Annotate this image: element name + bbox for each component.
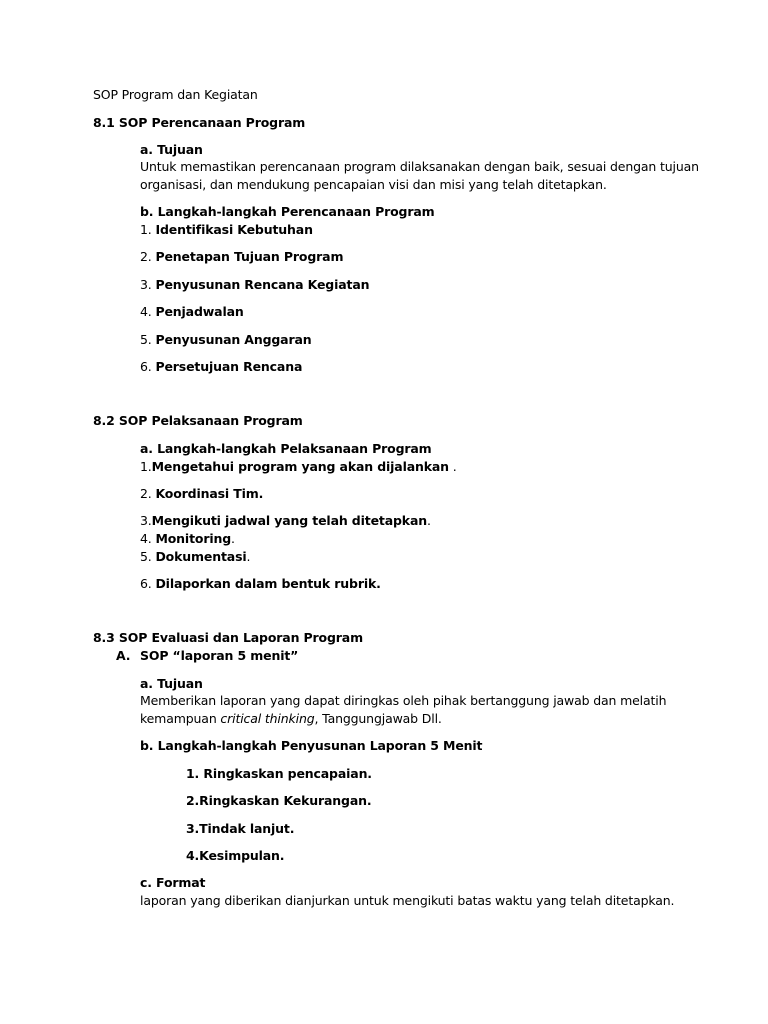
- s1-step-item: 3. Penyusunan Rencana Kegiatan: [140, 277, 370, 292]
- section-8-1-heading: 8.1 SOP Perencanaan Program: [93, 115, 306, 130]
- s2-step-item: 3.Mengikuti jadwal yang telah ditetapkan.: [140, 513, 431, 528]
- section-8-2-heading: 8.2 SOP Pelaksanaan Program: [93, 413, 303, 428]
- s1-langkah-heading: b. Langkah-langkah Perencanaan Program: [140, 204, 435, 219]
- s1-step-item: 2. Penetapan Tujuan Program: [140, 249, 344, 264]
- s1-tujuan-text-line2: organisasi, dan mendukung pencapaian visi dan misi yang telah ditetapkan.: [140, 177, 607, 192]
- s2-step-item: 4. Monitoring.: [140, 531, 235, 546]
- s3-sub-title: SOP “laporan 5 menit”: [140, 648, 299, 663]
- s3-step-item: 3.Tindak lanjut.: [186, 821, 295, 836]
- s1-step-item: 1. Identifikasi Kebutuhan: [140, 222, 313, 237]
- section-8-3-heading: 8.3 SOP Evaluasi dan Laporan Program: [93, 630, 363, 645]
- s3-step-item: 1. Ringkaskan pencapaian.: [186, 766, 372, 781]
- s1-step-item: 6. Persetujuan Rencana: [140, 359, 303, 374]
- s2-step-item: 2. Koordinasi Tim.: [140, 486, 264, 501]
- s1-tujuan-heading: a. Tujuan: [140, 142, 203, 157]
- s3-step-item: 4.Kesimpulan.: [186, 848, 285, 863]
- s3-step-item: 2.Ringkaskan Kekurangan.: [186, 793, 372, 808]
- s3-sub-marker: A.: [116, 648, 131, 663]
- s1-tujuan-text-line1: Untuk memastikan perencanaan program dilaksanakan dengan baik, sesuai dengan tujuan: [140, 159, 699, 174]
- s2-step-item: 6. Dilaporkan dalam bentuk rubrik.: [140, 576, 381, 591]
- s3-format-heading: c. Format: [140, 875, 206, 890]
- s3-tujuan-text-line1: Memberikan laporan yang dapat diringkas oleh pihak bertanggung jawab dan melatih: [140, 693, 667, 708]
- s3-format-text: laporan yang diberikan dianjurkan untuk mengikuti batas waktu yang telah ditetapkan.: [140, 893, 675, 908]
- s3-langkah-heading: b. Langkah-langkah Penyusunan Laporan 5 Menit: [140, 738, 483, 753]
- s1-step-item: 5. Penyusunan Anggaran: [140, 332, 312, 347]
- s3-tujuan-heading: a. Tujuan: [140, 676, 203, 691]
- s2-langkah-heading: a. Langkah-langkah Pelaksanaan Program: [140, 441, 432, 456]
- s3-tujuan-text-line2: kemampuan critical thinking, Tanggungjawab Dll.: [140, 711, 442, 726]
- document-title: SOP Program dan Kegiatan: [93, 87, 258, 102]
- s2-step-item: 1.Mengetahui program yang akan dijalankan .: [140, 459, 457, 474]
- s2-step-item: 5. Dokumentasi.: [140, 549, 251, 564]
- s1-step-item: 4. Penjadwalan: [140, 304, 244, 319]
